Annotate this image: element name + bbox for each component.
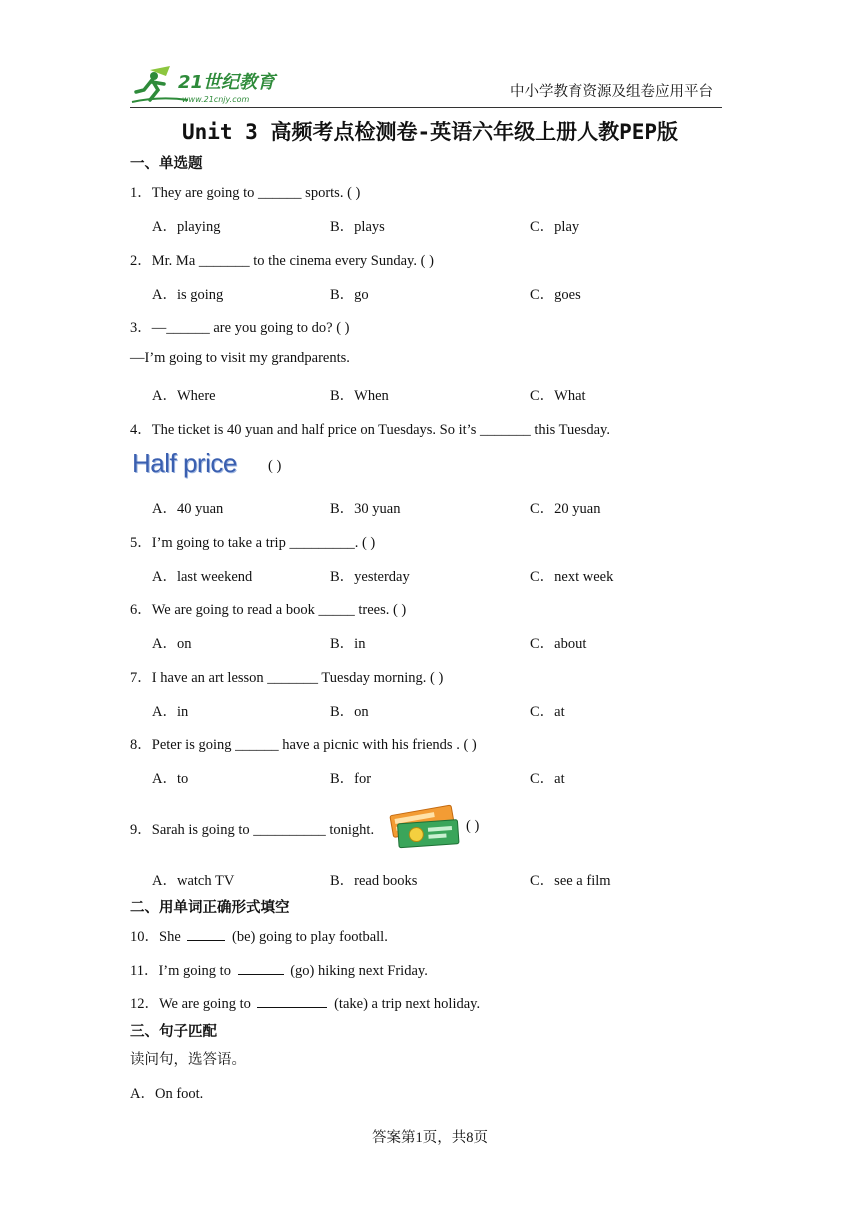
half-price-image [132,448,237,479]
question-4-option-c: C．20 yuan [530,501,601,517]
fill-12-blank[interactable] [257,995,327,1008]
logo-21cnjy [130,64,290,106]
page-title: Unit 3 高频考点检测卷-英语六年级上册人教PEP版 [181,120,679,144]
fill-11-blank[interactable] [238,962,284,975]
question-6-option-a: A．on [152,636,192,652]
question-2-option-c: C．goes [530,287,581,303]
question-1-option-c: C．play [530,219,580,235]
fill-11-post: (go) hiking next Friday. [286,963,428,979]
question-3-stem-reply: —I’m going to visit my grandparents. [130,350,350,366]
fill-11-pre: 11．I’m going to [130,963,235,979]
fill-10-blank[interactable] [187,928,225,941]
question-7-option-b: B．on [330,704,369,720]
question-2-stem: 2．Mr. Ma _______ to the cinema every Sunday. ( ) [130,253,434,269]
match-instruction: 读问句，选答语。 [130,1052,246,1068]
question-9-option-b: B．read books [330,873,418,889]
logo-url: www.21cnjy.com [182,95,250,104]
question-5-option-a: A．last weekend [152,569,253,585]
match-option-a: A．On foot. [130,1086,204,1102]
question-4-stem: 4．The ticket is 40 yuan and half price on Tuesdays. So it’s _______ this Tuesday. [130,422,610,438]
header-divider [130,107,722,108]
half-price-text: Half price [132,448,237,478]
question-9-option-c: C．see a film [530,873,611,889]
question-9-answer-paren: ( ) [466,818,480,834]
section-heading-1: 一、单选题 [130,156,203,172]
question-8-option-b: B．for [330,771,372,787]
fill-10-post: (be) going to play football. [228,929,388,945]
logo-text: 21世纪教育 [178,72,276,93]
fill-12-post: (take) a trip next holiday. [330,996,481,1012]
question-7-option-a: A．in [152,704,189,720]
section-heading-3: 三、句子匹配 [130,1024,217,1040]
question-6-stem: 6．We are going to read a book _____ trees. ( ) [130,602,407,618]
question-4-answer-paren: ( ) [268,458,282,474]
question-3-stem: 3．—______ are you going to do? ( ) [130,320,350,336]
question-3-option-b: B．When [330,388,389,404]
question-5-option-b: B．yesterday [330,569,410,585]
question-8-stem: 8．Peter is going ______ have a picnic with his friends . ( ) [130,737,477,753]
question-5-stem: 5．I’m going to take a trip _________. ( ) [130,535,376,551]
fill-12-pre: 12．We are going to [130,996,255,1012]
question-1-stem: 1．They are going to ______ sports. ( ) [130,185,361,201]
question-2-option-a: A．is going [152,287,224,303]
question-8-option-a: A．to [152,771,189,787]
question-7-stem: 7．I have an art lesson _______ Tuesday morning. ( ) [130,670,444,686]
movie-ticket-image [388,800,460,850]
question-3-option-c: C．What [530,388,586,404]
fill-question-11 [130,959,428,980]
question-7-option-c: C．at [530,704,565,720]
question-3-option-a: A．Where [152,388,216,404]
question-6-option-c: C．about [530,636,587,652]
question-9-stem: 9．Sarah is going to __________ tonight. [130,822,375,838]
question-4-option-a: A．40 yuan [152,501,224,517]
question-1-option-a: A．playing [152,219,221,235]
section-heading-2: 二、用单词正确形式填空 [130,900,290,916]
question-4-option-b: B．30 yuan [330,501,401,517]
question-6-option-b: B．in [330,636,366,652]
question-9-option-a: A．watch TV [152,873,235,889]
question-5-option-c: C．next week [530,569,614,585]
question-1-option-b: B．plays [330,219,385,235]
fill-question-12 [130,992,480,1013]
fill-10-pre: 10．She [130,929,185,945]
platform-name: 中小学教育资源及组卷应用平台 [510,84,713,100]
question-8-option-c: C．at [530,771,565,787]
page-footer: 答案第1页，共8页 [372,1130,488,1146]
question-2-option-b: B．go [330,287,369,303]
fill-question-10 [130,925,388,946]
